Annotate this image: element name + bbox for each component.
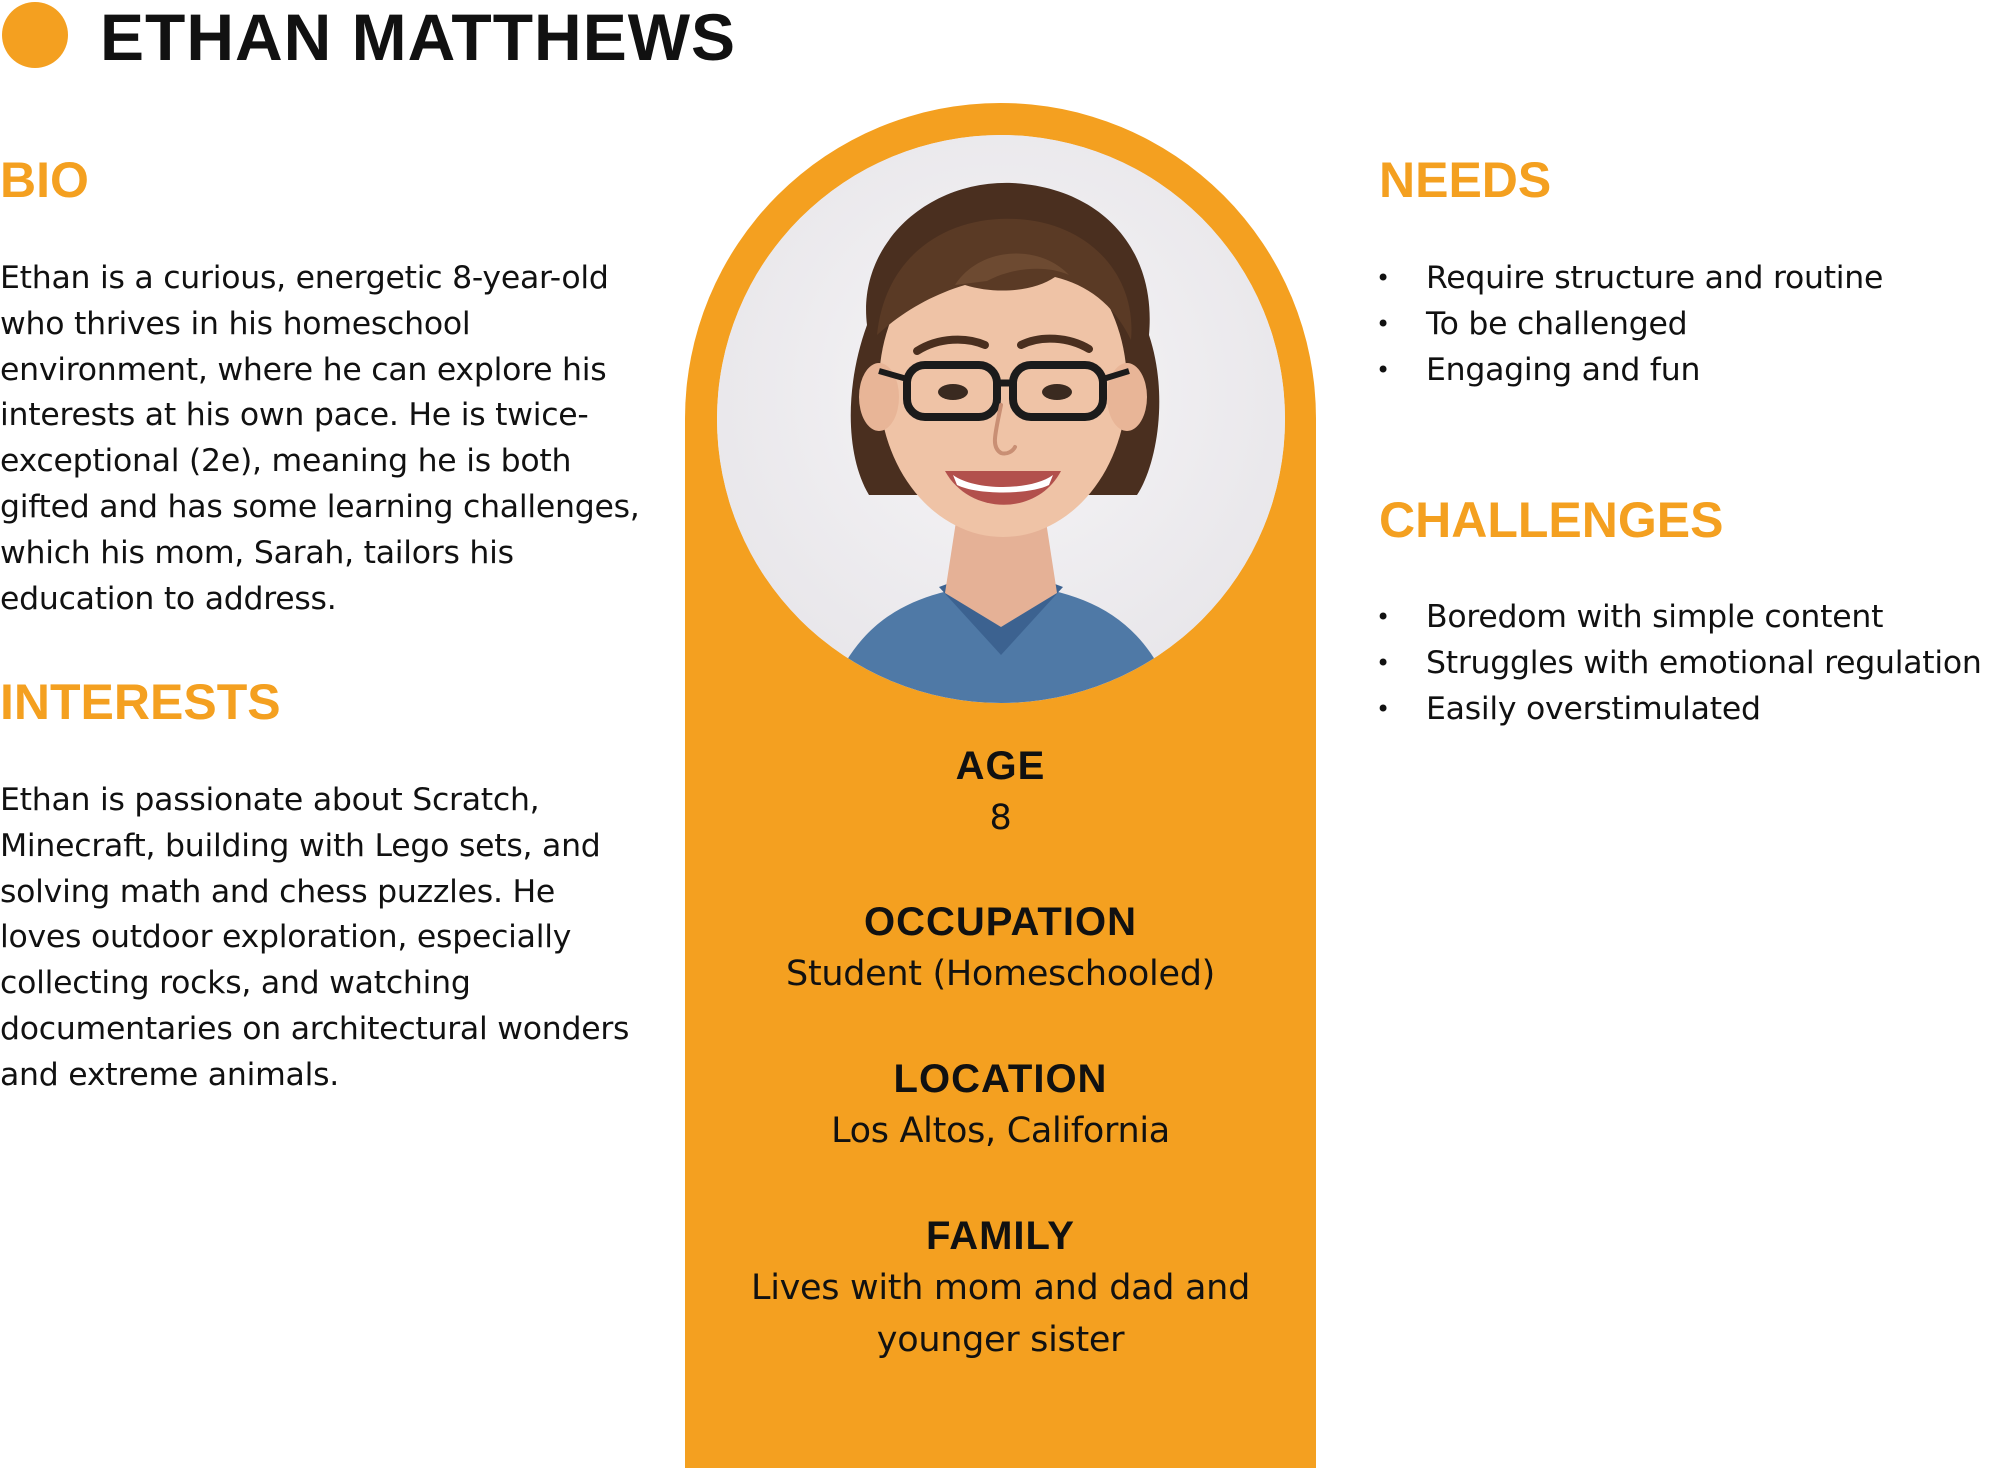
bio-heading: BIO <box>0 152 89 208</box>
persona-name: ETHAN MATTHEWS <box>100 0 737 74</box>
list-item: • Struggles with emotional regulation <box>1372 640 1982 686</box>
bullet-icon: • <box>1376 603 1390 631</box>
list-item: • Boredom with simple content <box>1372 594 1982 640</box>
challenges-list <box>1372 594 1982 732</box>
interests-text: Ethan is passionate about Scratch, Minecraft, building with Lego sets, and solving math and chess puzzles. He loves outdoor exploration, especially collecting rocks, and watching documentaries on architectural wonders and extreme animals. <box>0 782 630 1093</box>
location-value: Los Altos, California <box>831 1111 1170 1151</box>
header-dot-icon <box>2 2 68 68</box>
portrait-illustration <box>717 135 1285 703</box>
bullet-icon: • <box>1376 695 1390 723</box>
location-label: LOCATION <box>893 1057 1108 1101</box>
bio-text: Ethan is a curious, energetic 8-year-old who thrives in his homeschool environment, where he can explore his interests at his own pace. He is twice-exceptional (2e), meaning he is both gifted and has some learning challenges, which his mom, Sarah, tailors his education to address. <box>0 260 640 617</box>
needs-heading: NEEDS <box>1379 152 1552 208</box>
family-value: Lives with mom and dad and younger sister <box>751 1268 1250 1360</box>
challenges-heading: CHALLENGES <box>1379 492 1724 548</box>
family-block <box>685 1210 1316 1366</box>
list-item: • Engaging and fun <box>1372 347 1883 393</box>
bullet-icon: • <box>1376 264 1390 292</box>
location-block <box>685 1053 1316 1157</box>
profile-photo <box>717 135 1285 703</box>
interests-heading: INTERESTS <box>0 674 281 730</box>
list-item: • Require structure and routine <box>1372 255 1883 301</box>
bullet-icon: • <box>1376 310 1390 338</box>
list-item: • Easily overstimulated <box>1372 686 1982 732</box>
needs-list <box>1372 255 1883 393</box>
age-label: AGE <box>955 744 1046 788</box>
occupation-value: Student (Homeschooled) <box>786 954 1215 994</box>
occupation-label: OCCUPATION <box>864 900 1137 944</box>
age-block <box>685 740 1316 844</box>
age-value: 8 <box>989 798 1012 838</box>
occupation-block <box>685 896 1316 1000</box>
list-item: • To be challenged <box>1372 301 1883 347</box>
bullet-icon: • <box>1376 356 1390 384</box>
family-label: FAMILY <box>926 1214 1075 1258</box>
bullet-icon: • <box>1376 649 1390 677</box>
